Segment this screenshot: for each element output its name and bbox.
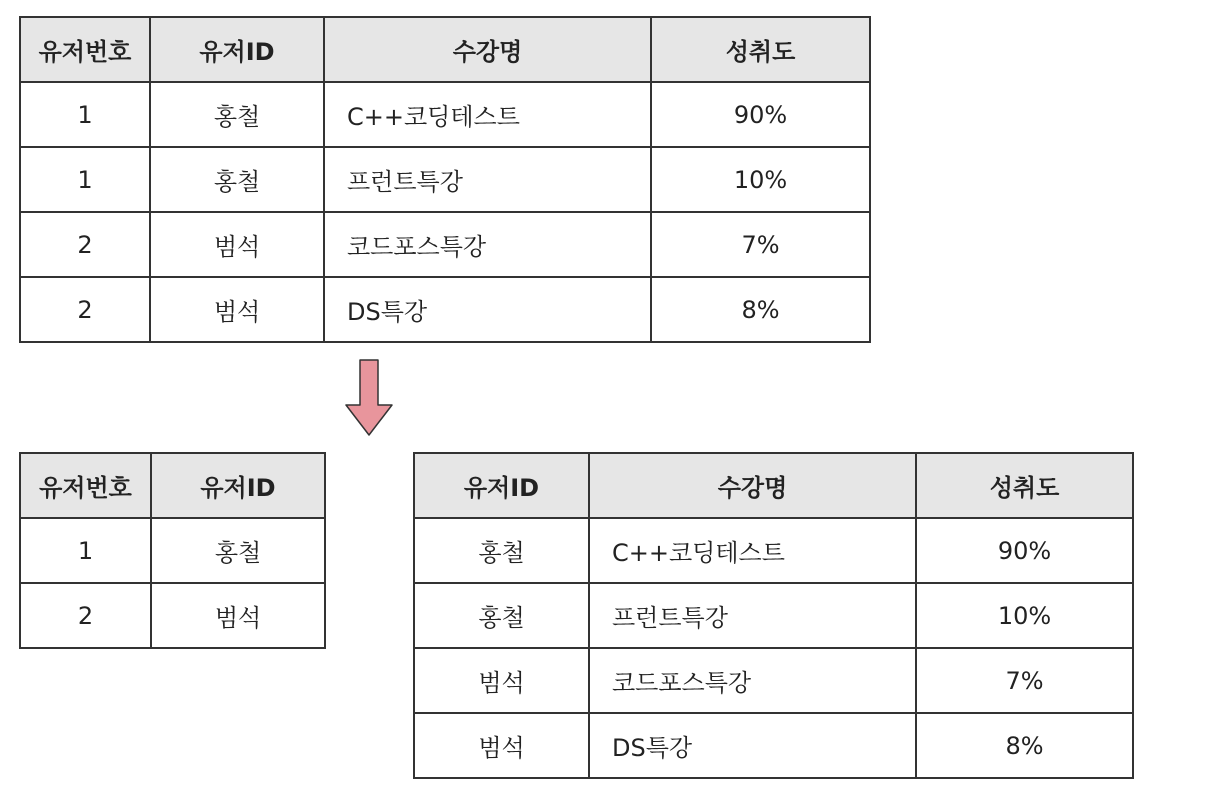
header-user-id: 유저ID [414, 453, 589, 518]
user-table [19, 452, 326, 649]
course-name-cell: 프런트특강 [324, 147, 651, 212]
achievement-cell: 10% [916, 583, 1133, 648]
course-name-cell: C++코딩테스트 [589, 518, 916, 583]
header-user-id: 유저ID [150, 17, 324, 82]
header-achievement: 성취도 [651, 17, 870, 82]
header-course-name: 수강명 [589, 453, 916, 518]
header-row [20, 17, 870, 82]
table-row [20, 518, 325, 583]
user-number-cell: 2 [20, 583, 151, 648]
user-number-cell: 2 [20, 212, 150, 277]
header-course-name: 수강명 [324, 17, 651, 82]
table-row [20, 583, 325, 648]
achievement-cell: 90% [651, 82, 870, 147]
table-row [414, 583, 1133, 648]
original-table [19, 16, 871, 343]
user-number-cell: 2 [20, 277, 150, 342]
header-row [414, 453, 1133, 518]
user-id-cell: 홍철 [414, 518, 589, 583]
achievement-cell: 8% [651, 277, 870, 342]
user-id-cell: 홍철 [151, 518, 325, 583]
user-id-cell: 범석 [414, 713, 589, 778]
user-id-cell: 범석 [150, 277, 324, 342]
user-id-cell: 홍철 [414, 583, 589, 648]
user-id-cell: 홍철 [150, 82, 324, 147]
course-name-cell: 프런트특강 [589, 583, 916, 648]
achievement-cell: 8% [916, 713, 1133, 778]
arrow-shape [346, 360, 392, 435]
achievement-cell: 10% [651, 147, 870, 212]
user-id-cell: 범석 [414, 648, 589, 713]
down-arrow-icon [344, 359, 394, 437]
achievement-cell: 90% [916, 518, 1133, 583]
course-name-cell: DS특강 [324, 277, 651, 342]
table-row [20, 82, 870, 147]
user-number-cell: 1 [20, 82, 150, 147]
user-number-cell: 1 [20, 518, 151, 583]
user-id-cell: 범석 [151, 583, 325, 648]
table-row [20, 147, 870, 212]
table-row [414, 713, 1133, 778]
achievement-cell: 7% [651, 212, 870, 277]
header-achievement: 성취도 [916, 453, 1133, 518]
course-name-cell: DS특강 [589, 713, 916, 778]
course-name-cell: 코드포스특강 [324, 212, 651, 277]
header-row [20, 453, 325, 518]
table-row [414, 648, 1133, 713]
header-user-id: 유저ID [151, 453, 325, 518]
user-number-cell: 1 [20, 147, 150, 212]
course-table [413, 452, 1134, 779]
table-row [414, 518, 1133, 583]
achievement-cell: 7% [916, 648, 1133, 713]
table-row [20, 212, 870, 277]
user-id-cell: 홍철 [150, 147, 324, 212]
table-row [20, 277, 870, 342]
user-id-cell: 범석 [150, 212, 324, 277]
course-name-cell: C++코딩테스트 [324, 82, 651, 147]
course-name-cell: 코드포스특강 [589, 648, 916, 713]
header-user-number: 유저번호 [20, 17, 150, 82]
header-user-number: 유저번호 [20, 453, 151, 518]
